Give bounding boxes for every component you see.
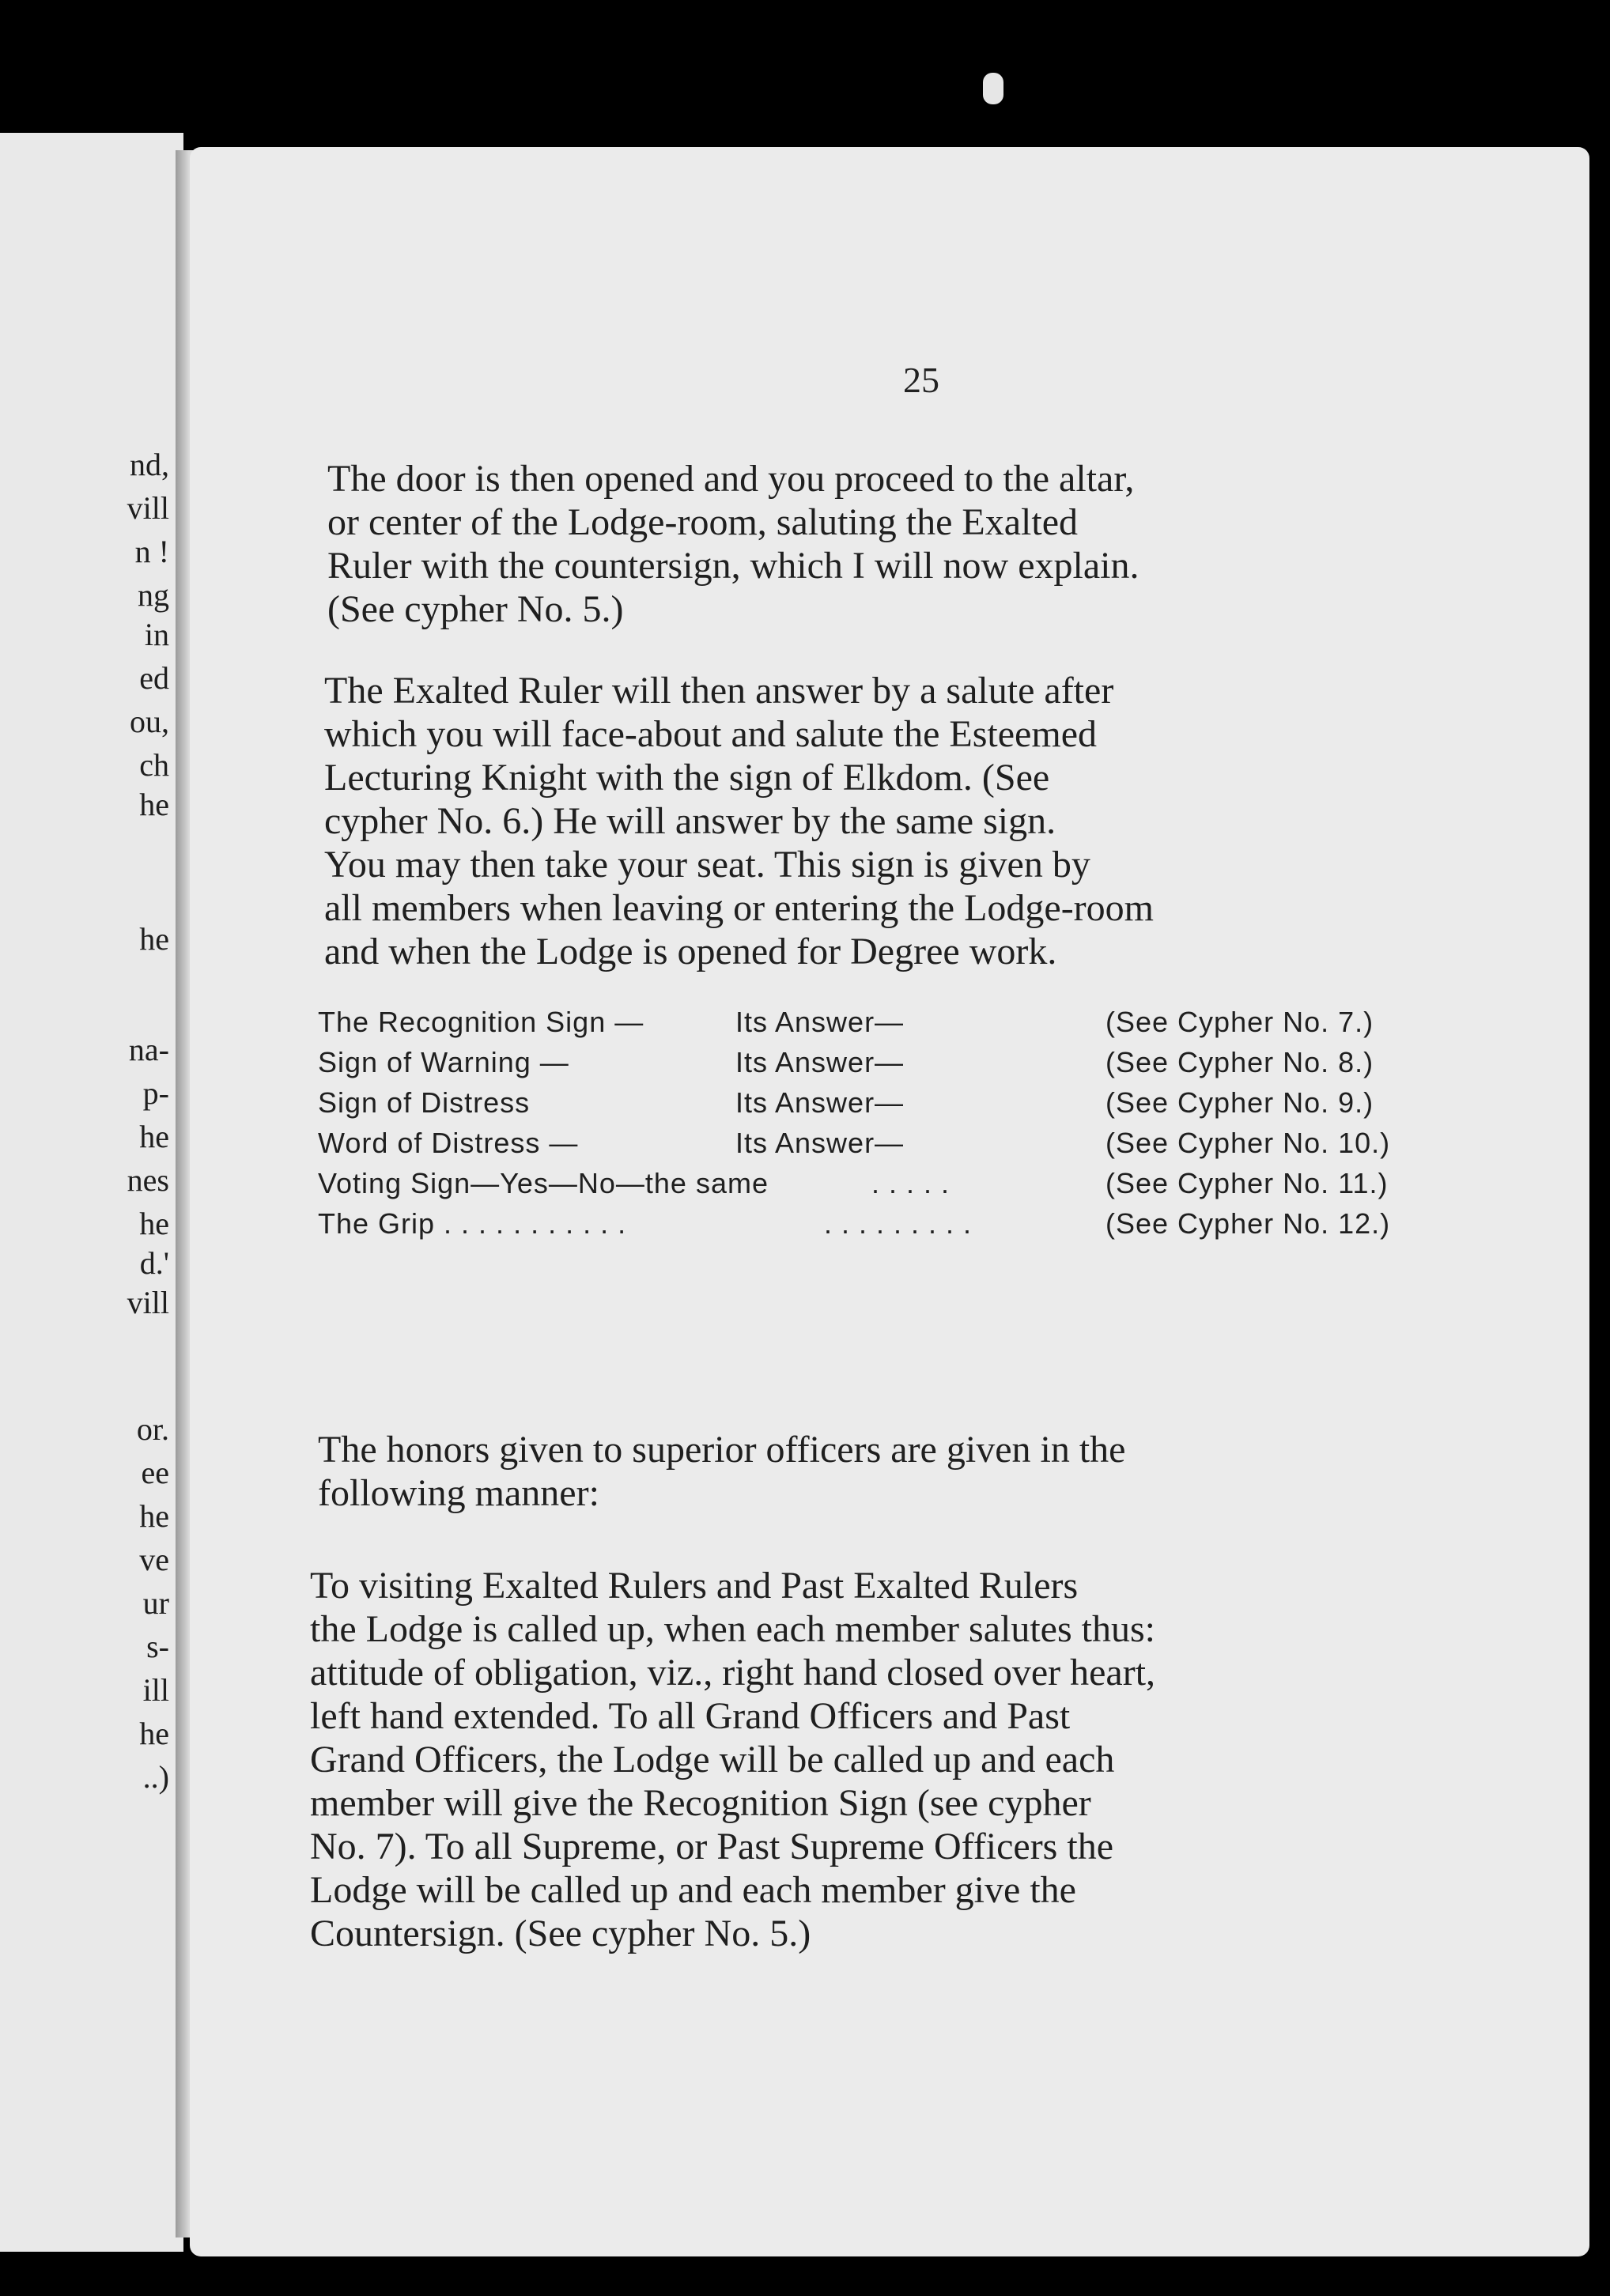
fragment-line: ee <box>141 1455 169 1490</box>
left-facing-page <box>0 133 183 2252</box>
text-line: or center of the Lodge-room, saluting the Exalted <box>327 501 1079 543</box>
cypher-reference: (See Cypher No. 10.) <box>1105 1127 1391 1159</box>
cypher-reference: (See Cypher No. 12.) <box>1105 1207 1391 1240</box>
paragraph-visiting-rulers <box>310 1564 1355 1955</box>
fragment-line: ou, <box>130 704 169 739</box>
fragment-line: ..) <box>142 1759 169 1795</box>
fragment-line: he <box>139 1716 169 1751</box>
fragment-line: he <box>139 1206 169 1241</box>
text-line: The honors given to superior officers are given in the <box>318 1429 1126 1471</box>
text-line: all members when leaving or entering the Lodge-room <box>324 887 1154 929</box>
fragment-line: na- <box>128 1032 169 1067</box>
fragment-line: he <box>139 921 169 957</box>
cypher-reference: (See Cypher No. 9.) <box>1105 1086 1374 1119</box>
sign-answer: . . . . . <box>871 1167 951 1199</box>
fragment-line: nd, <box>130 447 169 482</box>
text-line: and when the Lodge is opened for Degree work. <box>324 931 1057 972</box>
fragment-line: ed <box>139 660 169 696</box>
sign-answer: Its Answer— <box>735 1127 905 1159</box>
page-number: 25 <box>903 360 939 400</box>
sign-name: Word of Distress — <box>318 1127 579 1159</box>
sign-answer: Its Answer— <box>735 1006 905 1038</box>
text-line: cypher No. 6.) He will answer by the same sign. <box>324 800 1056 842</box>
text-line: The door is then opened and you proceed to the altar, <box>327 458 1135 500</box>
text-line: The Exalted Ruler will then answer by a salute after <box>324 670 1114 712</box>
fragment-line: ch <box>139 747 169 783</box>
fragment-line: vill <box>127 490 169 526</box>
fragment-line: ur <box>142 1585 169 1621</box>
fragment-line: he <box>139 1498 169 1534</box>
paragraph-honors-intro <box>318 1428 1355 1515</box>
text-line: To visiting Exalted Rulers and Past Exalted Rulers <box>310 1565 1079 1607</box>
text-line: attitude of obligation, viz., right hand closed over heart, <box>310 1652 1156 1694</box>
fragment-line: p- <box>142 1075 169 1111</box>
sign-row <box>318 1006 1374 1046</box>
text-line: the Lodge is called up, when each member salutes thus: <box>310 1608 1156 1650</box>
cypher-reference: (See Cypher No. 8.) <box>1105 1046 1374 1078</box>
fragment-line: d.' <box>139 1245 169 1281</box>
fragment-line: nes <box>127 1162 169 1198</box>
fragment-line: he <box>139 1119 169 1154</box>
sign-row <box>318 1207 1391 1248</box>
sign-row <box>318 1167 1389 1207</box>
sign-name: Voting Sign—Yes—No—the same <box>318 1167 769 1199</box>
fragment-line: or. <box>136 1411 169 1447</box>
sign-answer: Its Answer— <box>735 1086 905 1119</box>
signs-table <box>318 1006 1391 1248</box>
sign-row <box>318 1046 1374 1086</box>
sign-row <box>318 1127 1391 1167</box>
fragment-line: n ! <box>134 534 169 569</box>
sign-name: Sign of Warning — <box>318 1046 569 1078</box>
text-line: Lodge will be called up and each member give the <box>310 1869 1076 1911</box>
paragraph-door-opened <box>327 457 1363 631</box>
text-line: Ruler with the countersign, which I will now explain. <box>327 545 1139 587</box>
cypher-reference: (See Cypher No. 7.) <box>1105 1006 1374 1038</box>
text-line: following manner: <box>318 1472 599 1514</box>
text-line: Grand Officers, the Lodge will be called up and each <box>310 1739 1115 1781</box>
fragment-line: ill <box>142 1672 169 1708</box>
text-line: which you will face-about and salute the Esteemed <box>324 713 1097 755</box>
sign-name: The Grip . . . . . . . . . . . <box>318 1207 627 1240</box>
text-line: (See cypher No. 5.) <box>327 588 624 630</box>
book-page <box>190 147 1589 2256</box>
fragment-line: s- <box>146 1629 169 1664</box>
fragment-line: in <box>144 617 169 652</box>
text-line: No. 7). To all Supreme, or Past Supreme Officers the <box>310 1826 1113 1867</box>
fragment-line: ve <box>139 1542 169 1577</box>
text-line: left hand extended. To all Grand Officers and Past <box>310 1695 1071 1737</box>
text-line: member will give the Recognition Sign (see cypher <box>310 1782 1091 1824</box>
text-line: You may then take your seat. This sign is given by <box>324 844 1090 886</box>
sign-answer: Its Answer— <box>735 1046 905 1078</box>
sign-name: Sign of Distress <box>318 1086 531 1119</box>
text-line: Lecturing Knight with the sign of Elkdom. (See <box>324 757 1050 799</box>
text-line: Countersign. (See cypher No. 5.) <box>310 1913 811 1954</box>
binding-mark <box>983 73 1003 104</box>
sign-name: The Recognition Sign — <box>318 1006 644 1038</box>
cypher-reference: (See Cypher No. 11.) <box>1105 1167 1389 1199</box>
fragment-line: he <box>139 787 169 822</box>
fragment-line: ng <box>138 577 169 613</box>
paragraph-exalted-ruler-answer <box>324 669 1363 973</box>
sign-row <box>318 1086 1374 1127</box>
fragment-line: vill <box>127 1285 169 1320</box>
sign-answer: . . . . . . . . . <box>824 1207 973 1240</box>
